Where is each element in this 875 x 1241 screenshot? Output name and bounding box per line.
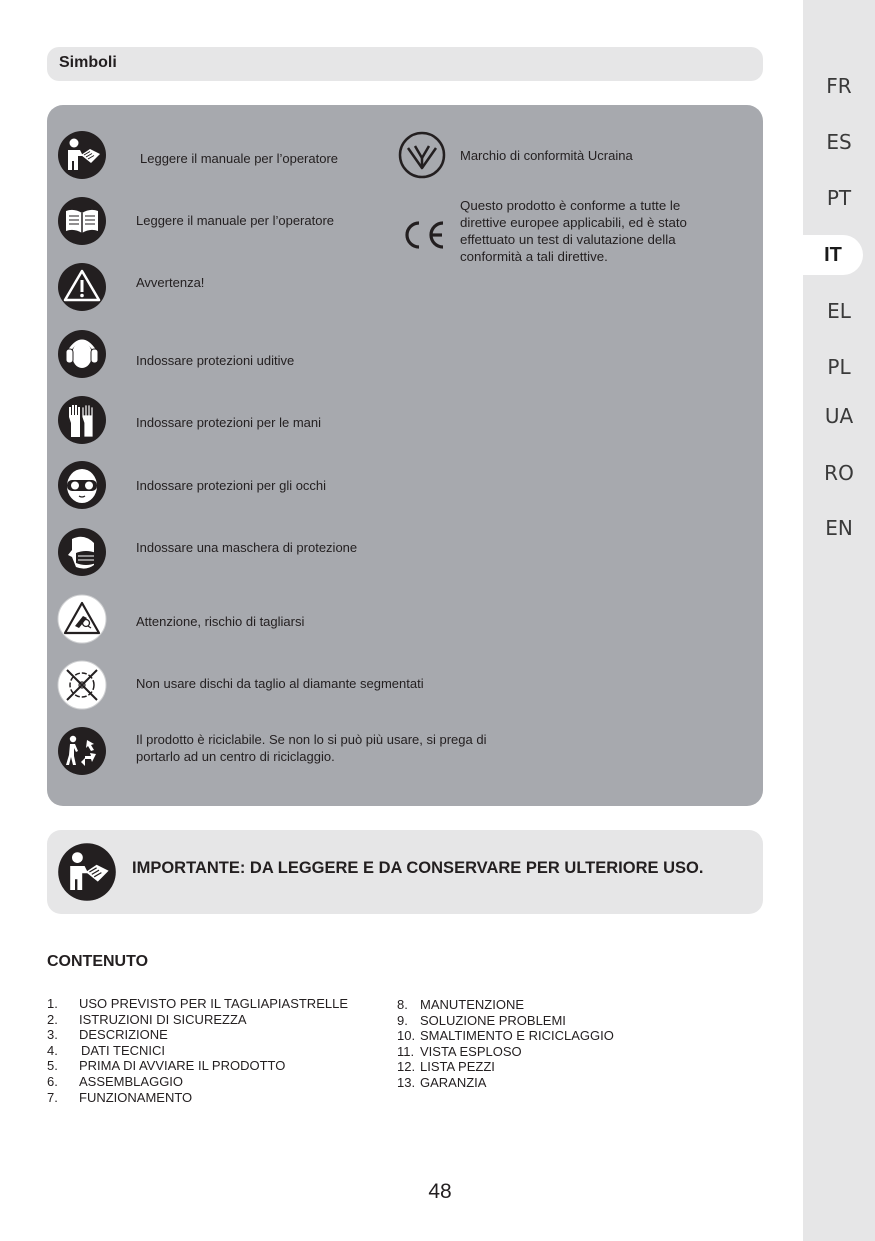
symbol-label: Questo prodotto è conforme a tutte le direttive europee applicabili, ed è stato effettuato un test di valutazione della conformità a tali direttive.	[460, 198, 687, 264]
page-number: 48	[428, 1180, 452, 1203]
symbol-label: Leggere il manuale per l’operatore	[140, 151, 339, 166]
contents-item: 6. ASSEMBLAGGIO	[47, 1073, 184, 1089]
symbol-label: Indossare una maschera di protezione	[136, 540, 358, 555]
symbol-label: Il prodotto è riciclabile. Se non lo si può più usare, si prega di portarlo ad un centro di riciclaggio.	[136, 732, 487, 764]
language-tab-pl[interactable]: PL	[827, 355, 851, 379]
contents-item: 3. DESCRIZIONE	[47, 1027, 168, 1043]
symbol-label: Leggere il manuale per l’operatore	[136, 213, 335, 228]
mask-icon	[57, 527, 107, 577]
symbol-label: Avvertenza!	[136, 275, 205, 290]
contents-list-right	[397, 997, 687, 1091]
language-tab-ro[interactable]: RO	[824, 461, 854, 485]
language-tab-el[interactable]: EL	[827, 299, 851, 323]
warning-triangle-icon	[57, 262, 107, 312]
no-diamond-disc-icon	[57, 660, 107, 710]
contents-item: 7. FUNZIONAMENTO	[47, 1089, 193, 1105]
symbol-label: Attenzione, rischio di tagliarsi	[136, 614, 305, 629]
language-tab-it[interactable]: IT	[803, 235, 863, 275]
read-manual-icon	[57, 130, 107, 180]
language-tab-es[interactable]: ES	[826, 130, 852, 154]
contents-item: 8. MANUTENZIONE	[397, 997, 524, 1012]
contents-item: 2. ISTRUZIONI DI SICUREZZA	[47, 1011, 247, 1027]
notice-text: IMPORTANTE: DA LEGGERE E DA CONSERVARE PER ULTERIORE USO.	[132, 859, 704, 877]
language-tab-fr[interactable]: FR	[826, 74, 852, 98]
contents-item: 13. GARANZIA	[397, 1074, 487, 1090]
contents-item: 1. USO PREVISTO PER IL TAGLIAPIASTRELLE	[47, 996, 349, 1011]
recycle-icon	[57, 726, 107, 776]
symbol-label: Indossare protezioni uditive	[136, 353, 295, 368]
goggles-icon	[57, 460, 107, 510]
symbol-label: Indossare protezioni per gli occhi	[136, 478, 327, 493]
gloves-icon	[57, 395, 107, 445]
section-header	[47, 47, 763, 81]
section-title: Simboli	[59, 54, 117, 71]
contents-item: 5. PRIMA DI AVVIARE IL PRODOTTO	[47, 1058, 286, 1074]
cut-hazard-icon	[57, 594, 107, 644]
contents-item: 12. LISTA PEZZI	[397, 1059, 495, 1075]
symbol-label: Non usare dischi da taglio al diamante segmentati	[136, 676, 424, 691]
contents-item: 10. SMALTIMENTO E RICICLAGGIO	[397, 1028, 614, 1044]
read-manual-icon	[57, 842, 117, 902]
language-tab-en[interactable]: EN	[825, 516, 853, 540]
ukraine-conformity-icon	[397, 130, 447, 180]
contents-item: 9. SOLUZIONE PROBLEMI	[397, 1012, 566, 1028]
ear-protection-icon	[57, 329, 107, 379]
contents-item: 11. VISTA ESPLOSO	[397, 1043, 522, 1059]
language-tab-pt[interactable]: PT	[826, 186, 852, 210]
language-sidebar	[803, 0, 875, 1241]
contents-title: CONTENUTO	[47, 953, 149, 970]
open-book-icon	[57, 196, 107, 246]
contents-list-left	[47, 996, 387, 1105]
contents-item: 4. DATI TECNICI	[47, 1042, 166, 1058]
important-notice	[47, 830, 763, 914]
ce-mark-icon	[397, 210, 451, 260]
symbol-label: Indossare protezioni per le mani	[136, 415, 321, 430]
symbol-label: Marchio di conformità Ucraina	[460, 148, 633, 163]
language-tab-ua[interactable]: UA	[824, 404, 854, 428]
